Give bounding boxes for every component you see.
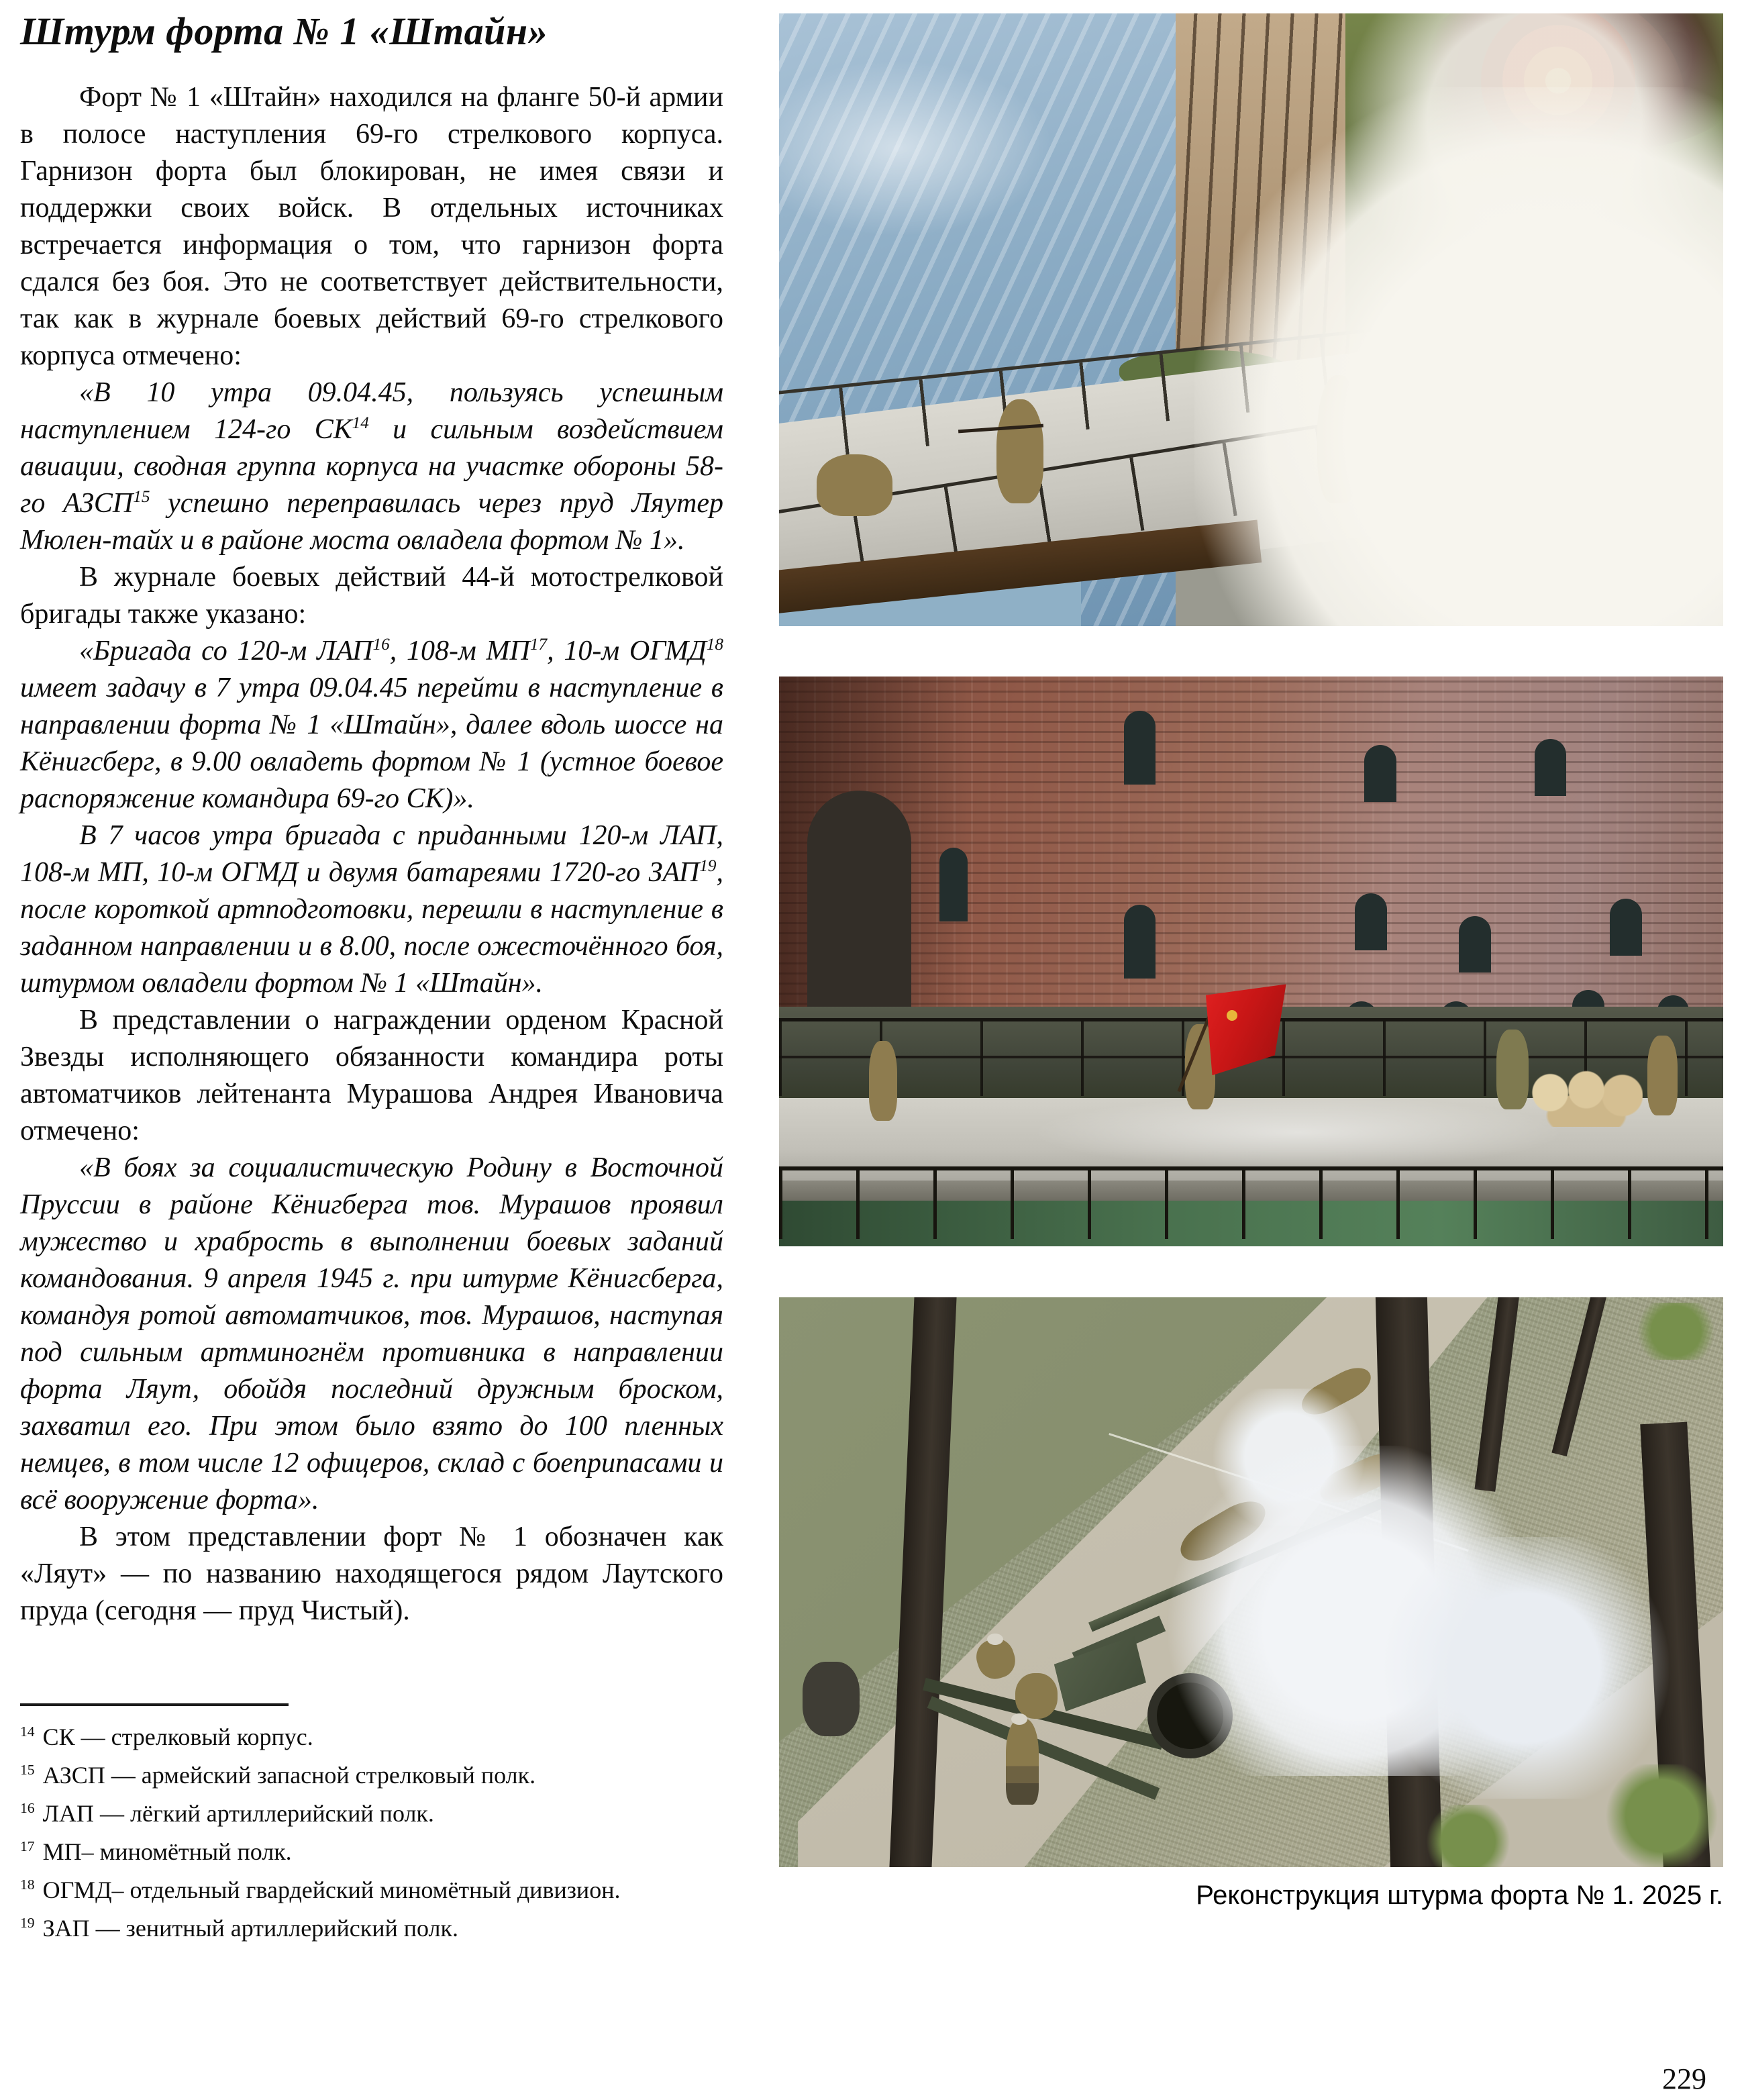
photo3-grass-tuft	[1629, 1303, 1723, 1360]
footnote-number: 19	[20, 1915, 35, 1931]
article-title: Штурм форта № 1 «Штайн»	[20, 9, 548, 53]
quote-text: успешно переправилась через пруд Ляутер Мюлен-тайх и в районе моста овладела фортом № 1».	[20, 488, 723, 556]
photo2-soldier	[869, 1041, 897, 1121]
figure-caption: Реконструкция штурма форта № 1. 2025 г.	[1196, 1881, 1723, 1910]
photo2-soldier	[1647, 1036, 1678, 1115]
photo3-kneeling-figure	[803, 1662, 859, 1736]
photo3-smoke-cloud	[1364, 1537, 1685, 1799]
photo2-window	[1124, 905, 1156, 979]
quote-assault-description	[20, 817, 723, 1002]
photo2-hammer-sickle-emblem	[1227, 1010, 1237, 1021]
photo2-sandbags	[1530, 1070, 1643, 1127]
footnote-14	[20, 1718, 723, 1756]
footnote-ref-19: 19	[699, 857, 717, 875]
footnote-ref-15: 15	[133, 488, 150, 506]
footnote-text: ЗАП — зенитный артиллерийский полк.	[42, 1915, 458, 1942]
footnote-number: 15	[20, 1762, 35, 1778]
paragraph-award-intro: В представлении о награждении орденом Красной Звезды исполняющего обязанности командира роты автоматчиков лейтенанта Мурашова Андрея Ивановича отмечено:	[20, 1005, 723, 1146]
footnote-divider	[20, 1703, 289, 1706]
photo2-soldier	[1496, 1030, 1529, 1109]
photo3-grass-tuft	[1421, 1805, 1516, 1867]
footnote-18	[20, 1871, 723, 1909]
photo3-gun-crew	[1006, 1719, 1039, 1804]
footnote-number: 18	[20, 1877, 35, 1893]
text-column	[20, 79, 723, 1630]
quote-journal-44brigade	[20, 633, 723, 817]
photo1-soldier-kneeling	[996, 399, 1043, 503]
quote-text: имеет задачу в 7 утра 09.04.45 перейти в наступление в направлении форта № 1 «Штайн», далее вдоль шоссе на Кёнигсберг, в 9.00 овладеть фортом № 1 (устное боевое распоряжение командира 69-го СК)».	[20, 672, 723, 814]
photo-fort-red-banner	[779, 677, 1723, 1246]
photo1-soldier-prone	[817, 454, 892, 515]
photo-artillery-firing	[779, 1297, 1723, 1867]
photo2-near-railing	[779, 1166, 1723, 1239]
photo3-grass-tuft	[1600, 1764, 1723, 1867]
footnote-19	[20, 1909, 723, 1948]
footnote-text: СК — стрелковый корпус.	[42, 1723, 313, 1750]
paragraph-lyaut-note: В этом представлении форт № 1 обозначен как «Ляут» — по названию находящегося рядом Лаутского пруда (сегодня — пруд Чистый).	[20, 1521, 723, 1626]
quote-text: , 10-м ОГМД	[547, 636, 707, 666]
footnote-ref-18: 18	[706, 636, 723, 654]
photo3-helmet	[987, 1634, 1003, 1645]
photo2-window	[1459, 916, 1491, 973]
photo2-window	[1610, 899, 1642, 956]
quote-text: «В 10 утра 09.04.45, пользуясь успешным наступлением 124-го СК	[20, 377, 723, 445]
quote-award-citation: «В боях за социалистическую Родину в Восточной Пруссии в районе Кёнигберга тов. Мурашов проявил мужество и храбрость в выполнении боевых заданий командования. 9 апреля 1945 г. при штурме Кёнигсберга, командуя ротой автоматчиков, тов. Мурашов, наступая под сильным артминогнём противника в направлении форта Ляут, обойдя последний дружным броском, захватил его. При этом было взято до 100 пленных немцев, в том числе 12 офицеров, склад с боеприпасами и всё вооружение форта».	[20, 1152, 723, 1515]
photo2-window	[1355, 893, 1387, 950]
photo2-window	[1124, 711, 1156, 785]
footnote-ref-14: 14	[352, 414, 369, 432]
footnote-text: ОГМД– отдельный гвардейский миномётный дивизион.	[42, 1877, 621, 1903]
quote-text: , после короткой артподготовки, перешли в наступление в заданном направлении и в 8.00, после ожесточённого боя, штурмом овладели фортом № 1 «Штайн».	[20, 857, 723, 999]
quote-text: В 7 часов утра бригада с приданными 120-м ЛАП, 108-м МП, 10-м ОГМД и двумя батареями 1720-го ЗАП	[20, 820, 723, 888]
quote-text: «Бригада со 120-м ЛАП	[79, 636, 373, 666]
photo2-window	[1535, 739, 1567, 796]
paragraph-brigade-intro: В журнале боевых действий 44-й мотострелковой бригады также указано:	[20, 562, 723, 630]
footnotes-block	[20, 1703, 723, 1948]
photo-pond-bridge-assault	[779, 13, 1723, 626]
page-number: 229	[1662, 2062, 1706, 2095]
footnote-text: ЛАП — лёгкий артиллерийский полк.	[42, 1800, 434, 1827]
quote-journal-69sk	[20, 374, 723, 559]
quote-text: , 108-м МП	[389, 636, 530, 666]
photo2-window	[1364, 745, 1396, 802]
photo2-window	[939, 848, 968, 921]
footnote-ref-17: 17	[529, 636, 548, 654]
photo1-smoke-cloud	[1194, 87, 1723, 626]
footnote-number: 17	[20, 1838, 35, 1854]
footnote-ref-16: 16	[372, 636, 390, 654]
footnote-number: 14	[20, 1723, 35, 1740]
footnote-text: МП– миномётный полк.	[42, 1838, 292, 1865]
footnote-16	[20, 1795, 723, 1833]
footnote-text: АЗСП — армейский запасной стрелковый полк.	[42, 1762, 536, 1789]
footnote-number: 16	[20, 1800, 35, 1816]
photo3-helmet	[1011, 1713, 1027, 1725]
paragraph-intro: Форт № 1 «Штайн» находился на фланге 50-й армии в полосе наступления 69-го стрелкового корпуса. Гарнизон форта был блокирован, не имея связи и поддержки своих войск. В отдельных источниках встречается информация о том, что гарнизон форта сдался без боя. Это не соответствует действительности, так как в журнале боевых действий 69-го стрелкового корпуса отмечено:	[20, 82, 723, 371]
footnote-15	[20, 1756, 723, 1795]
photo3-gun-crew	[1015, 1673, 1058, 1719]
footnote-17	[20, 1833, 723, 1871]
quote-text: и сильным воздействием авиации, сводная группа корпуса на участке обороны 58-го АЗСП	[20, 414, 723, 519]
